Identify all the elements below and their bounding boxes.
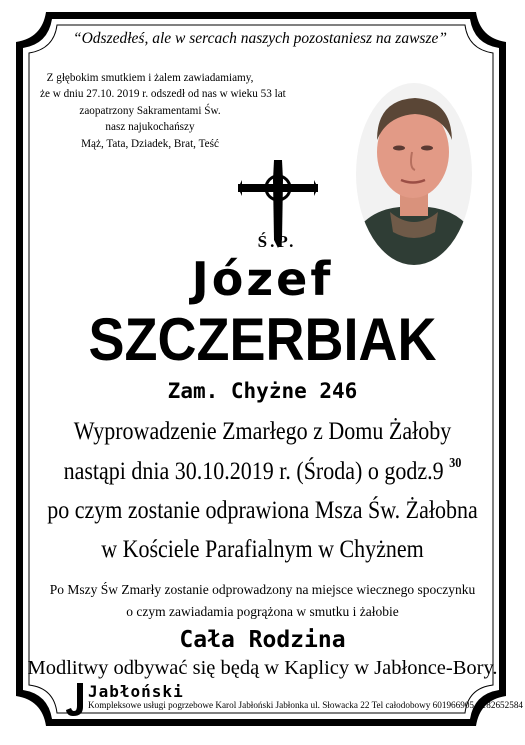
burial-line: o czym zawiadamia pogrążona w smutku i żałobie [126, 604, 399, 619]
deceased-last-name: SZCZERBIAK [88, 306, 437, 373]
company-info: Kompleksowe usługi pogrzebowe Karol Jabłoński Jabłonka ul. Słowacka 22 Tel całodobowy 601966905 - 182652584 [88, 700, 524, 710]
ceremony-line: Wyprowadzenie Zmarłego z Domu Żałoby [73, 418, 452, 445]
ceremony-datetime [32, 456, 494, 486]
intro-line: Mąż, Tata, Dziadek, Brat, Teść [81, 137, 219, 150]
memorial-quote: “Odszedłeś, ale w sercach naszych pozostaniesz na zawsze” [72, 30, 447, 47]
prayer-info: Modlitwy odbywać się będą w Kaplicy w Jabłonce-Bory. [27, 657, 498, 679]
burial-line: Po Mszy Św Zmarły zostanie odprowadzony na miejsce wiecznego spoczynku [49, 582, 476, 597]
deceased-address: Zam. Chyżne 246 [167, 379, 358, 403]
deceased-first-name: Józef [191, 252, 334, 306]
intro-line: Z głębokim smutkiem i żalem zawiadamiamy, [46, 72, 254, 84]
intro-line: nasz najukochańszy [105, 121, 195, 134]
ceremony-date-text: nastąpi dnia 30.10.2019 r. (Środa) o godz.9 [63, 458, 444, 485]
family-signature: Cała Rodzina [179, 627, 346, 653]
company-logo-icon [65, 683, 85, 717]
company-brand: Jabłoński [88, 682, 184, 701]
announcement-intro [40, 70, 286, 152]
intro-line: zaopatrzony Sakramentami Św. [79, 104, 221, 117]
sp-abbreviation: Ś.P. [257, 232, 297, 251]
ceremony-line: po czym zostanie odprawiona Msza Św. Żałobna [47, 497, 478, 524]
ceremony-line: w Kościele Parafialnym w Chyżnem [101, 536, 424, 563]
ceremony-time-minutes: 30 [449, 456, 462, 471]
deceased-portrait [355, 82, 473, 266]
intro-line: że w dniu 27.10. 2019 r. odszedł od nas w wieku 53 lat [40, 88, 286, 101]
